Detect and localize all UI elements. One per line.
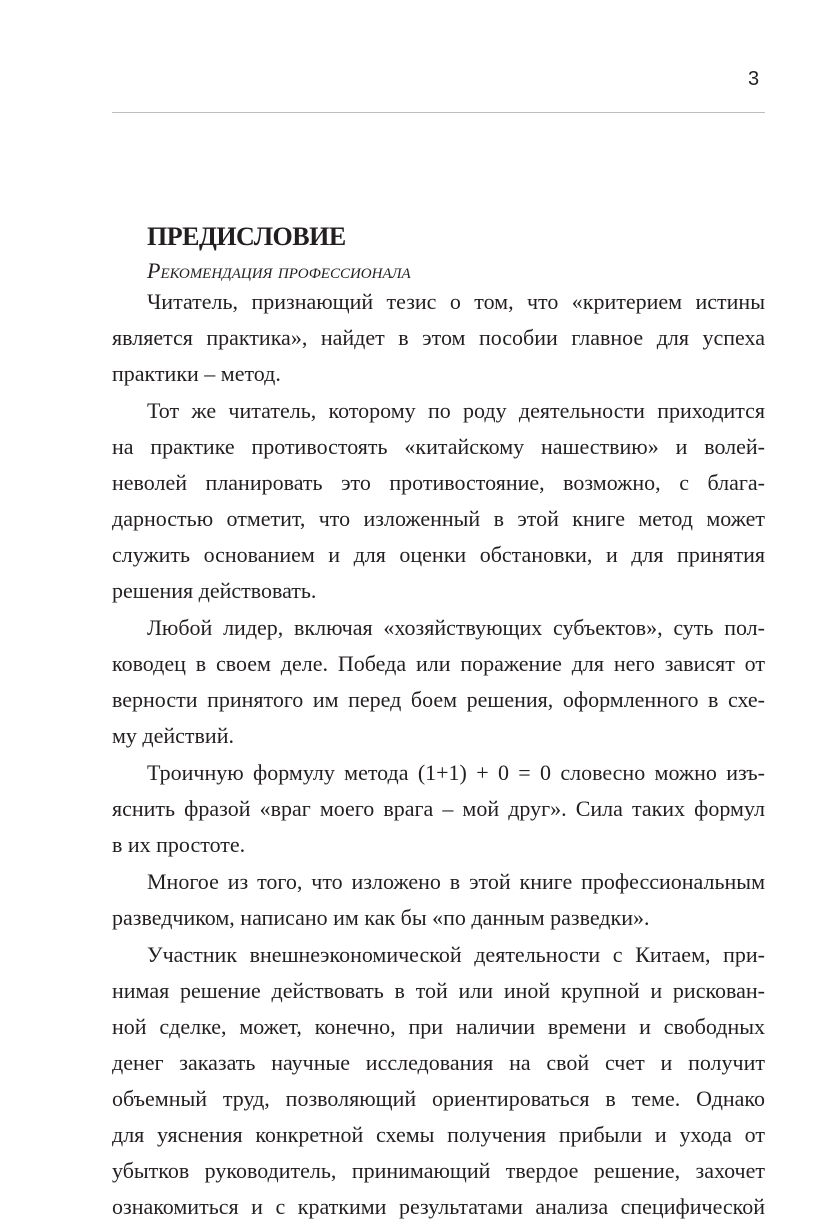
paragraph [112,937,765,1225]
text-line: яснить фразой «враг моего врага – мой друг». Сила таких формул [112,796,765,821]
text-line: дарностью отметит, что изложенный в этой книге метод может [112,506,765,531]
text-line: Тот же читатель, которому по роду деятельности приходится [147,398,765,423]
text-line: ной сделке, может, конечно, при наличии времени и свободных [112,1014,765,1039]
text-line: Троичную формулу метода (1+1) + 0 = 0 словесно можно изъ- [147,760,765,785]
paragraph [112,610,765,754]
text-line: Многое из того, что изложено в этой книге профессиональным [147,869,765,894]
text-line: ководец в своем деле. Победа или поражение для него зависят от [112,651,765,676]
text-line: решения действовать. [112,578,317,603]
paragraph [112,864,765,936]
text-line: Участник внешнеэкономической деятельности с Китаем, при- [147,942,765,967]
text-line: ознакомиться и с краткими результатами анализа специфической [112,1194,765,1219]
chapter-heading: ПРЕДИСЛОВИЕ [147,222,346,251]
header-rule [112,112,765,113]
text-line: денег заказать научные исследования на свой счет и получит [112,1050,765,1075]
text-line: нимая решение действовать в той или иной крупной и рискован- [112,978,765,1003]
text-line: верности принятого им перед боем решения, оформленного в схе- [112,687,765,712]
chapter-subheading: Рекомендация профессионала [147,258,411,283]
paragraph [112,755,765,863]
text-line: для уяснения конкретной схемы получения прибыли и ухода от [112,1122,765,1147]
text-line: является практика», найдет в этом пособии главное для успеха [112,325,765,350]
page-number: 3 [748,68,760,90]
text-line: на практике противостоять «китайскому нашествию» и волей- [112,434,765,459]
text-line: разведчиком, написано им как бы «по данным разведки». [112,905,650,930]
text-line: в их простоте. [112,832,246,857]
text-line: Читатель, признающий тезис о том, что «критерием истины [147,289,765,314]
text-line: му действий. [112,723,234,748]
text-line: убытков руководитель, принимающий твердое решение, захочет [112,1158,765,1183]
text-line: объемный труд, позволяющий ориентироваться в теме. Однако [112,1086,765,1111]
text-line: неволей планировать это противостояние, возможно, с блага- [112,470,765,495]
text-line: Любой лидер, включая «хозяйствующих субъектов», суть пол- [147,615,765,640]
body-text [112,284,765,1226]
paragraph [112,393,765,609]
paragraph [112,284,765,392]
text-line: служить основанием и для оценки обстановки, и для принятия [112,542,765,567]
text-line: практики – метод. [112,361,281,386]
